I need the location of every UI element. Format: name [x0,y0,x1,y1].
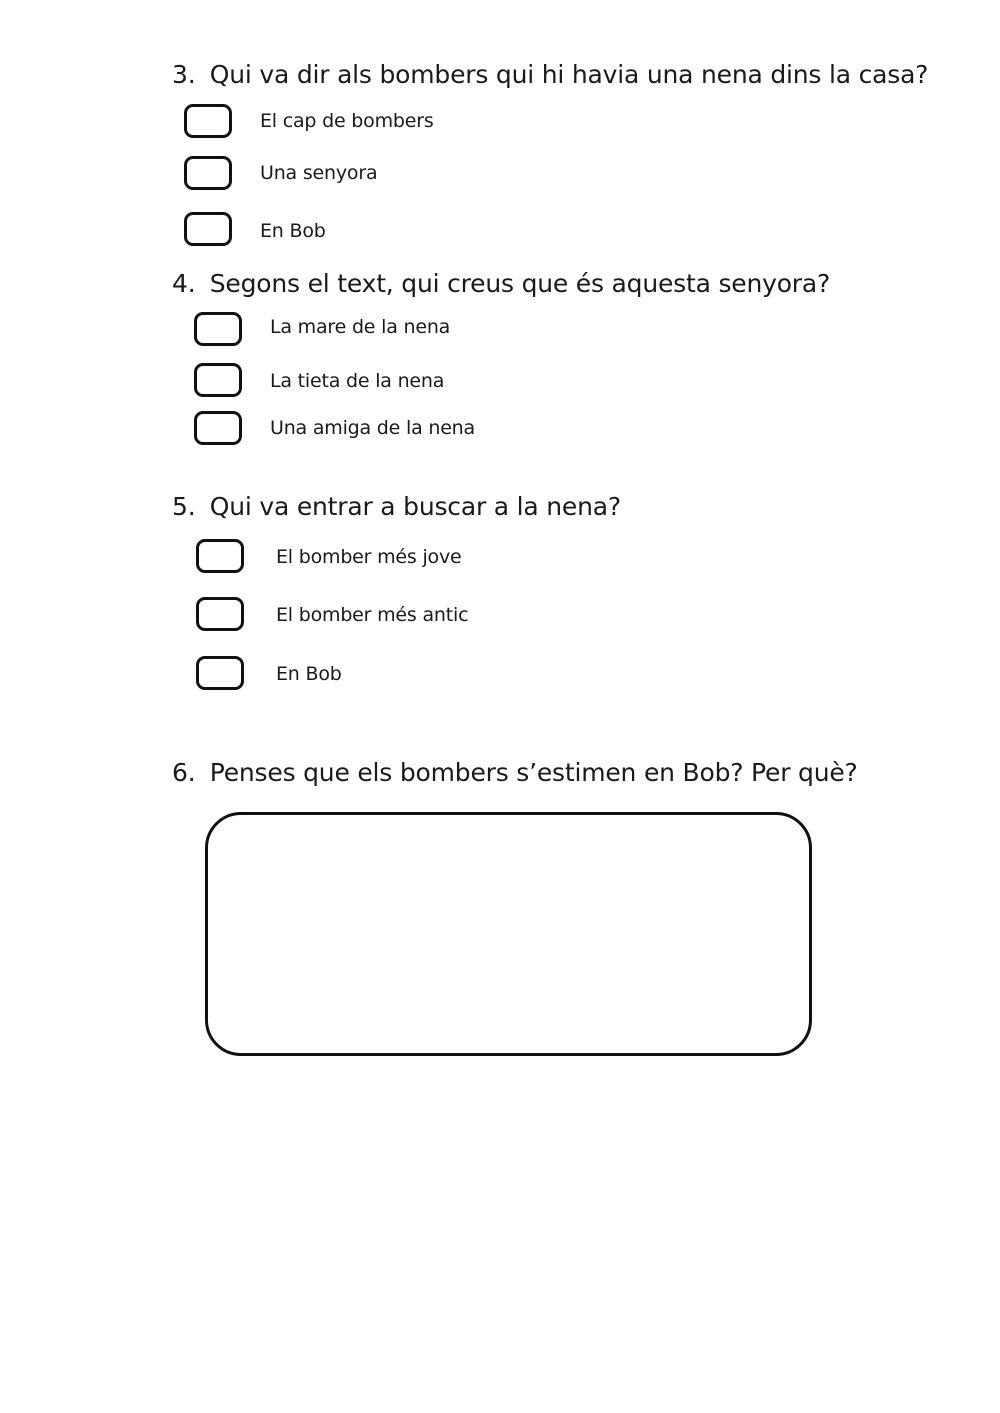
answer-checkbox[interactable] [184,156,232,190]
option-label: Una senyora [260,162,378,184]
question-number: 4. [172,269,196,298]
option-label: El cap de bombers [260,110,434,132]
question-text: Qui va entrar a buscar a la nena? [209,492,621,521]
option-label: Una amiga de la nena [270,417,475,439]
answer-checkbox[interactable] [194,411,242,445]
answer-checkbox[interactable] [184,104,232,138]
answer-checkbox[interactable] [196,539,244,573]
question-3-heading [172,60,928,90]
option-label: En Bob [260,220,326,242]
question-6-heading [172,758,858,788]
option-label: El bomber més jove [276,546,462,568]
option-label: La tieta de la nena [270,370,445,392]
question-4-heading [172,269,830,299]
option-label: La mare de la nena [270,316,451,338]
answer-checkbox[interactable] [184,212,232,246]
question-5-heading [172,492,621,522]
question-number: 3. [172,60,196,89]
question-text: Penses que els bombers s’estimen en Bob? Per què? [209,758,858,787]
question-number: 5. [172,492,196,521]
question-text: Qui va dir als bombers qui hi havia una nena dins la casa? [209,60,929,89]
answer-text-box[interactable] [205,812,812,1056]
answer-checkbox[interactable] [196,656,244,690]
question-text: Segons el text, qui creus que és aquesta senyora? [209,269,831,298]
answer-checkbox[interactable] [194,312,242,346]
answer-checkbox[interactable] [196,597,244,631]
answer-checkbox[interactable] [194,363,242,397]
question-number: 6. [172,758,196,787]
option-label: El bomber més antic [276,604,469,626]
option-label: En Bob [276,663,342,685]
